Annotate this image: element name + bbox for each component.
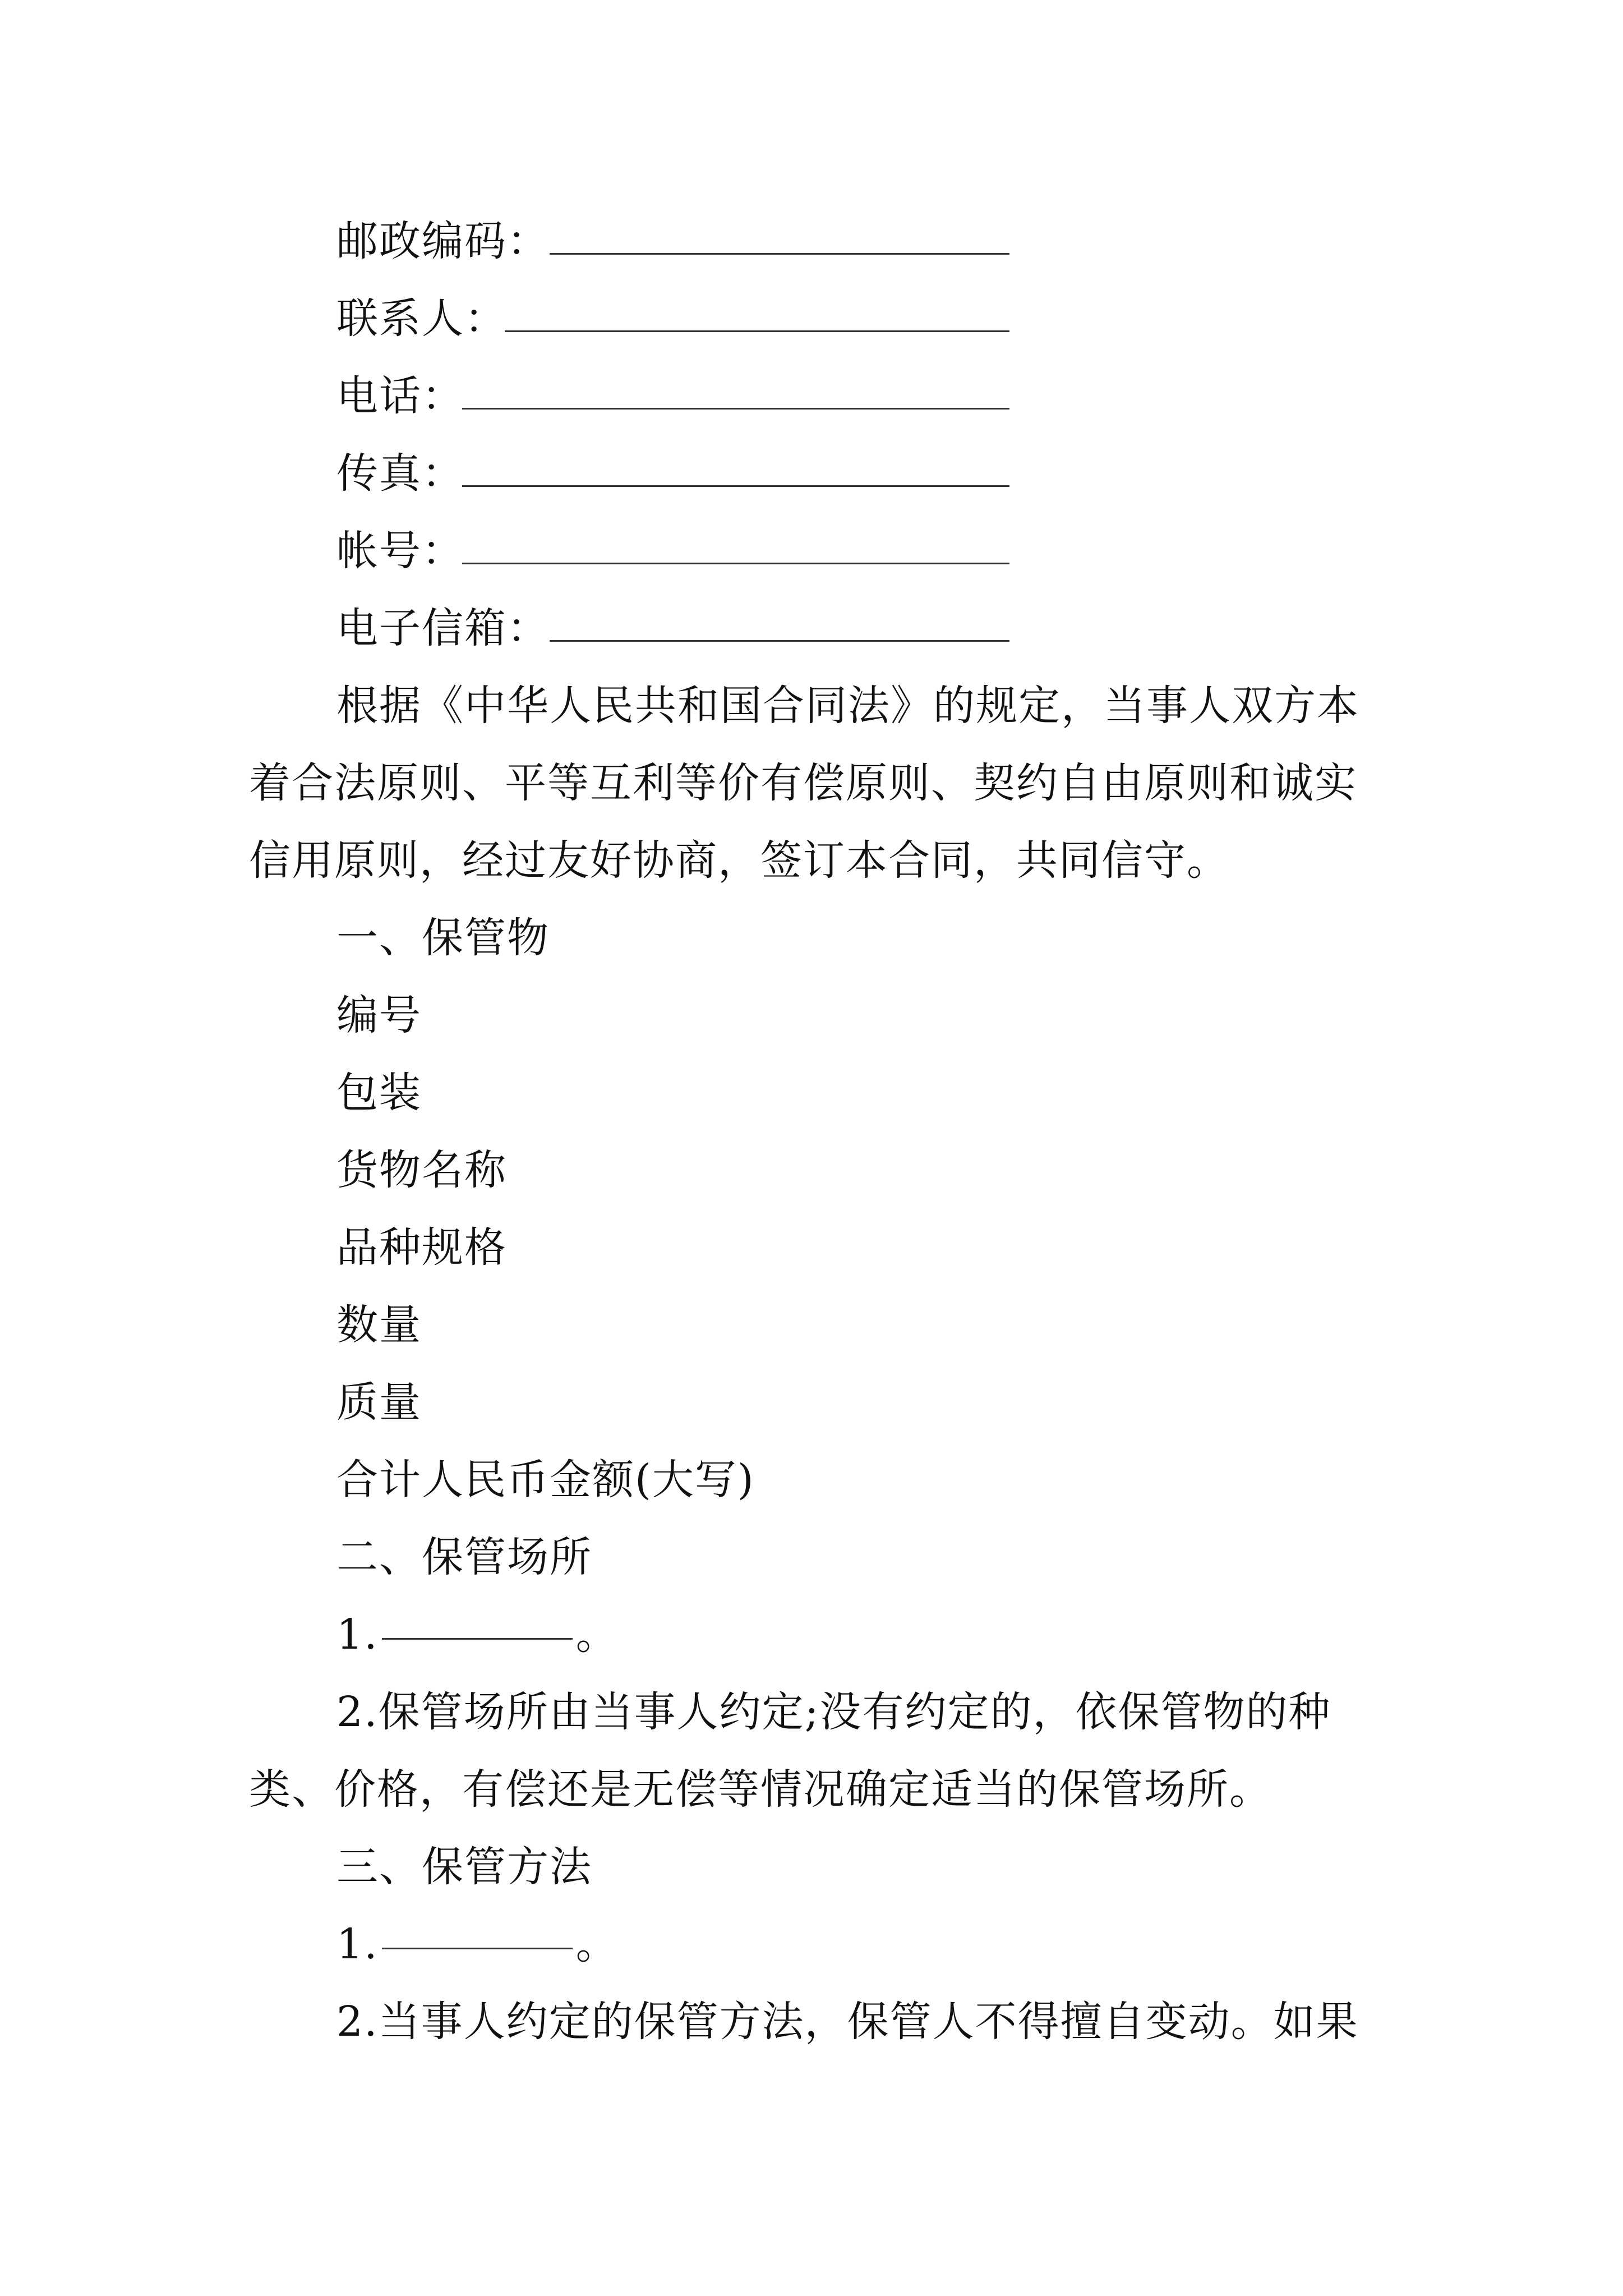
section1-item-total-amount: 合计人民币金额(大写): [336, 1456, 755, 1504]
section1-item-number: 编号: [336, 991, 422, 1039]
section3-item-1-suffix: 。: [575, 1920, 619, 1968]
phone-blank[interactable]: [462, 408, 1009, 409]
section2-item-1-suffix: 。: [575, 1611, 619, 1659]
section3-item-1-blank[interactable]: [382, 1948, 573, 1949]
contact-person-field: [336, 291, 507, 347]
section2-item-1-blank[interactable]: [382, 1638, 573, 1640]
account-field: [336, 523, 464, 579]
section1-item-quality: 质量: [336, 1378, 422, 1427]
section3-item-1: [336, 1916, 619, 1972]
fax-label: 传真：: [336, 449, 464, 498]
section2-item-2-line-2: 类、价格，有偿还是无偿等情况确定适当的保管场所。: [249, 1765, 1272, 1814]
fax-field: [336, 445, 464, 501]
fax-blank[interactable]: [462, 485, 1009, 487]
section3-item-2-line-1: 2.当事人约定的保管方法，保管人不得擅自变动。如果: [336, 1998, 1359, 2046]
postal-code-field: [336, 213, 550, 269]
section3-item-1-prefix: 1.: [336, 1920, 379, 1968]
account-blank[interactable]: [462, 563, 1009, 564]
section2-item-1-prefix: 1.: [336, 1611, 379, 1659]
section2-item-2-line-1: 2.保管场所由当事人约定;没有约定的，依保管物的种: [336, 1688, 1331, 1736]
section2-item-1: [336, 1607, 619, 1663]
email-label: 电子信箱：: [336, 604, 550, 652]
contact-person-label: 联系人：: [336, 295, 507, 343]
account-label: 帐号：: [336, 527, 464, 575]
section1-item-goods-name: 货物名称: [336, 1146, 507, 1194]
email-field: [336, 600, 550, 656]
postal-code-blank[interactable]: [550, 253, 1009, 255]
phone-field: [336, 368, 464, 424]
postal-code-label: 邮政编码：: [336, 217, 550, 265]
section1-item-quantity: 数量: [336, 1301, 422, 1349]
section1-item-packaging: 包装: [336, 1069, 422, 1117]
email-blank[interactable]: [550, 640, 1009, 642]
phone-label: 电话：: [336, 372, 464, 420]
section1-item-spec: 品种规格: [336, 1223, 507, 1272]
section2-heading: 二、保管场所: [336, 1533, 592, 1581]
intro-line-2: 着合法原则、平等互利等价有偿原则、契约自由原则和诚实: [249, 759, 1357, 807]
section1-heading: 一、保管物: [336, 914, 550, 962]
contact-person-blank[interactable]: [505, 330, 1009, 332]
section3-heading: 三、保管方法: [336, 1843, 592, 1891]
intro-line-1: 根据《中华人民共和国合同法》的规定，当事人双方本: [336, 682, 1359, 730]
intro-line-3: 信用原则，经过友好协商，签订本合同，共同信守。: [249, 836, 1229, 885]
